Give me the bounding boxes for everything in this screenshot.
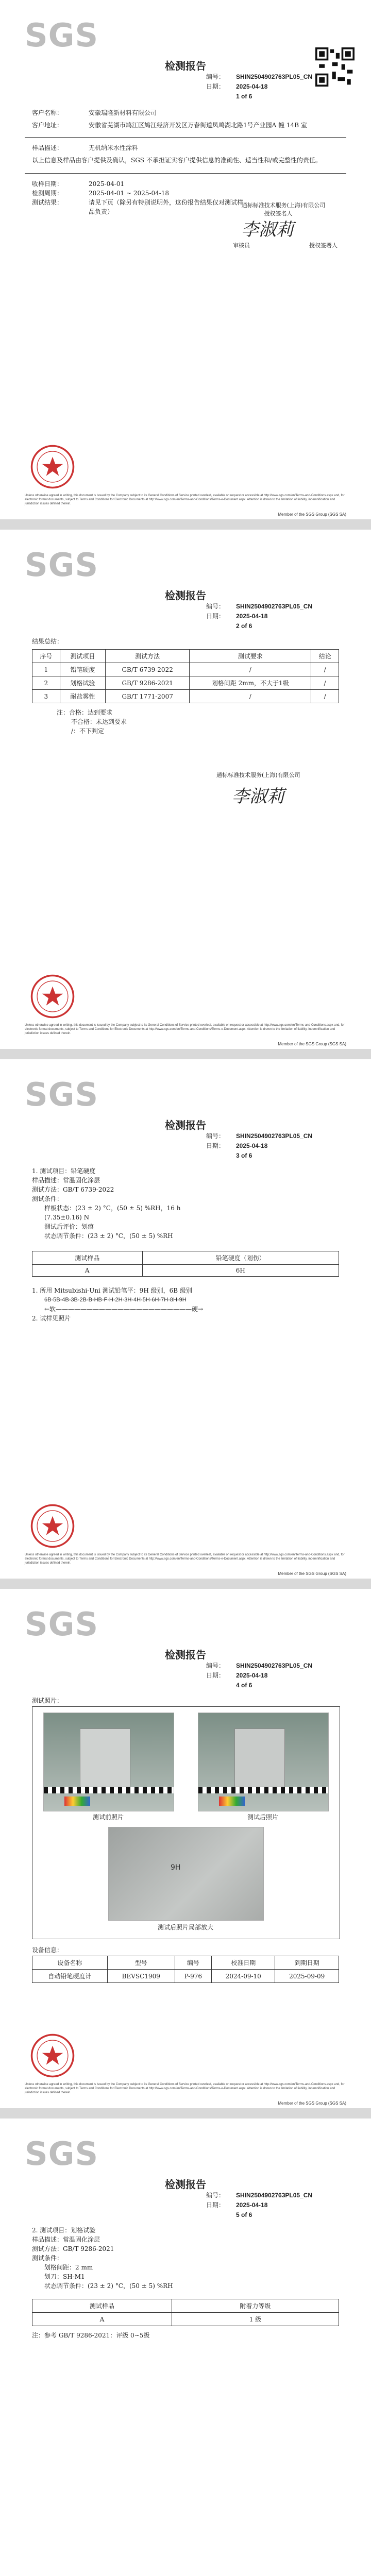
col-header: 型号 bbox=[107, 1956, 175, 1970]
note-none: /：不下判定 bbox=[71, 727, 105, 735]
footer-member: Member of the SGS Group (SGS SA) bbox=[278, 1571, 346, 1576]
cell: P-976 bbox=[175, 1970, 211, 1983]
col-header: 铅笔硬度（划伤） bbox=[142, 1251, 339, 1265]
cell: 划格间距 2mm，不大于1级 bbox=[190, 676, 311, 690]
cell: 2024-09-10 bbox=[211, 1970, 275, 1983]
footer-member: Member of the SGS Group (SGS SA) bbox=[278, 1042, 346, 1046]
cell: 1 bbox=[32, 663, 60, 676]
cnas-seal-icon bbox=[30, 444, 75, 489]
col-header: 测试样品 bbox=[32, 1251, 143, 1265]
table-header bbox=[32, 2299, 339, 2313]
number-label: 编号： bbox=[206, 1662, 225, 1669]
cell: 6H bbox=[142, 1265, 339, 1277]
condition-line: 样板状态：(23 ± 2) °C，(50 ± 5) %RH，16 h bbox=[44, 1205, 181, 1212]
cnas-seal-icon bbox=[30, 2033, 75, 2078]
cell: 3 bbox=[32, 690, 60, 703]
report-title: 检测报告 bbox=[165, 60, 206, 72]
date-label: 日期： bbox=[206, 613, 225, 620]
table-row bbox=[32, 1265, 339, 1277]
report-meta bbox=[206, 1661, 312, 1690]
report-date: 2025-04-18 bbox=[236, 2201, 268, 2209]
col-header: 编号 bbox=[175, 1956, 211, 1970]
report-date: 2025-04-18 bbox=[236, 1142, 268, 1149]
cell: GB/T 1771-2007 bbox=[106, 690, 190, 703]
footer-member: Member of the SGS Group (SGS SA) bbox=[278, 2101, 346, 2106]
report-date: 2025-04-18 bbox=[236, 83, 268, 90]
note-fail: 不合格：未达到要求 bbox=[71, 718, 127, 725]
report-page-3 bbox=[0, 1059, 371, 1579]
col-header: 测试项目 bbox=[60, 650, 105, 663]
equipment-table bbox=[32, 1956, 339, 1983]
report-number: SHIN2504902763PL05_CN bbox=[236, 603, 313, 610]
cell: 铅笔硬度 bbox=[60, 663, 105, 676]
sample-label: 样品描述： bbox=[32, 144, 63, 151]
equipment-label: 设备信息： bbox=[32, 1946, 63, 1954]
hardness-scale: 6B-5B-4B-3B-2B-B-HB-F-H-2H-3H-4H-5H-6H-7H-8H-9H bbox=[44, 1297, 187, 1303]
table-row bbox=[32, 663, 339, 676]
sample-info bbox=[32, 143, 357, 165]
report-page-5 bbox=[0, 2119, 371, 2576]
col-header: 到期日期 bbox=[275, 1956, 339, 1970]
client-address: 安徽省芜湖市鸠江区鸠江经济开发区万春街道凤鸣湖北路1号产业园A 幢 14B 室 bbox=[89, 122, 307, 129]
report-number: SHIN2504902763PL05_CN bbox=[236, 1662, 313, 1669]
sample-desc: 无机纳米水性涂料 bbox=[89, 144, 139, 151]
footer-member: Member of the SGS Group (SGS SA) bbox=[278, 512, 346, 517]
disclaimer-note: 以上信息及样品由客户提供及确认，SGS 不承担证实客户提供信息的准确性、适当性和/或完整性的责任。 bbox=[32, 157, 322, 164]
condition-line: 状态调节条件：(23 ± 2) °C，(50 ± 5) %RH bbox=[44, 1232, 173, 1240]
condition-line: 状态调节条件：(23 ± 2) °C，(50 ± 5) %RH bbox=[44, 2282, 173, 2290]
date-label: 日期： bbox=[206, 2201, 225, 2209]
sgs-logo: SGS bbox=[25, 1605, 99, 1643]
sgs-logo: SGS bbox=[25, 1076, 99, 1113]
photo-mark: 9H bbox=[171, 1863, 181, 1872]
report-number: SHIN2504902763PL05_CN bbox=[236, 73, 313, 80]
cell: GB/T 6739-2022 bbox=[106, 663, 190, 676]
col-header: 校准日期 bbox=[211, 1956, 275, 1970]
client-name: 安徽瑞隆新材料有限公司 bbox=[89, 109, 157, 116]
col-header: 测试方法 bbox=[106, 650, 190, 663]
report-meta bbox=[206, 72, 312, 101]
test-method: 测试方法：GB/T 6739-2022 bbox=[32, 1186, 114, 1193]
table-header bbox=[32, 1251, 339, 1265]
report-meta bbox=[206, 602, 312, 631]
footer-text: Unless otherwise agreed in writing, this document is issued by the Company subject to its General Conditions of Service printed overleaf, available on request or accessible at http://www.sgs.com/en/Terms-and-Conditions.aspx and, for electronic format documents, subject to Terms and Conditions for Electronic Documents at http://www.sgs.com/en/Terms-and-Conditions/Terms-e-Document.aspx. Attention is drawn to the limitation of liability, indemnification and jurisdiction issues defined therein. bbox=[25, 2083, 345, 2094]
crosscut-note: 注：参考 GB/T 9286-2021：评级 0~5级 bbox=[32, 2332, 150, 2339]
receive-date: 2025-04-01 bbox=[89, 180, 125, 188]
note: 1. 所用 Mitsubishi-Uni 测试铅笔平：9H 级别，6B 级别 bbox=[32, 1287, 192, 1294]
report-title: 检测报告 bbox=[165, 1649, 206, 1661]
closeup-photo bbox=[108, 1827, 264, 1921]
cell: / bbox=[311, 663, 339, 676]
cell: 自动铅笔硬度计 bbox=[32, 1970, 108, 1983]
client-info bbox=[32, 108, 357, 130]
col-header: 附着力等级 bbox=[172, 2299, 339, 2313]
note-pass: 注：合格：达到要求 bbox=[57, 709, 113, 716]
before-test-photo bbox=[43, 1713, 174, 1811]
receive-date-label: 收样日期： bbox=[32, 180, 63, 188]
sample-desc: 样品描述：常温固化涂层 bbox=[32, 1177, 100, 1184]
sgs-logo: SGS bbox=[25, 546, 99, 584]
number-label: 编号： bbox=[206, 2192, 225, 2199]
sign-company: 通标标准技术服务(上海)有限公司 bbox=[216, 772, 300, 778]
after-test-photo bbox=[198, 1713, 329, 1811]
signature: 李淑莉 bbox=[232, 786, 284, 807]
page-number: 3 of 6 bbox=[236, 1152, 252, 1159]
cell: BEVSC1909 bbox=[107, 1970, 175, 1983]
cell: A bbox=[32, 1265, 143, 1277]
cell: GB/T 9286-2021 bbox=[106, 676, 190, 690]
report-date: 2025-04-18 bbox=[236, 1672, 268, 1679]
page-number: 5 of 6 bbox=[236, 2211, 252, 2218]
cell: 划格试验 bbox=[60, 676, 105, 690]
number-label: 编号： bbox=[206, 73, 225, 80]
crosscut-result-table bbox=[32, 2299, 339, 2326]
test-period-label: 检测周期： bbox=[32, 190, 63, 197]
before-test-caption: 测试前照片 bbox=[92, 1814, 124, 1821]
signatory-label: 授权签署人 bbox=[309, 242, 338, 249]
date-label: 日期： bbox=[206, 1142, 225, 1149]
col-header: 设备名称 bbox=[32, 1956, 108, 1970]
col-header: 测试要求 bbox=[190, 650, 311, 663]
summary-title: 结果总结： bbox=[32, 638, 63, 645]
table-row bbox=[32, 676, 339, 690]
report-page-2 bbox=[0, 530, 371, 1049]
table-header bbox=[32, 650, 339, 663]
report-page-4 bbox=[0, 1589, 371, 2108]
test-item: 1. 测试项目：铅笔硬度 bbox=[32, 1167, 96, 1175]
cnas-seal-icon bbox=[30, 1503, 75, 1549]
client-name-label: 客户名称： bbox=[32, 109, 63, 116]
col-header: 序号 bbox=[32, 650, 60, 663]
reviewer-label: 审核员 bbox=[233, 242, 250, 249]
note: 2. 试样见照片 bbox=[32, 1315, 71, 1322]
footer-text: Unless otherwise agreed in writing, this document is issued by the Company subject to its General Conditions of Service printed overleaf, available on request or accessible at http://www.sgs.com/en/Terms-and-Conditions.aspx and, for electronic format documents, subject to Terms and Conditions for Electronic Documents at http://www.sgs.com/en/Terms-and-Conditions/Terms-e-Document.aspx. Attention is drawn to the limitation of liability, indemnification and jurisdiction issues defined therein. bbox=[25, 1553, 345, 1565]
date-label: 日期： bbox=[206, 83, 225, 90]
table-header bbox=[32, 1956, 339, 1970]
pencil-notes bbox=[32, 1286, 203, 1323]
report-date: 2025-04-18 bbox=[236, 613, 268, 620]
number-label: 编号： bbox=[206, 1132, 225, 1140]
pencil-result-table bbox=[32, 1251, 339, 1277]
cnas-seal-icon bbox=[30, 974, 75, 1019]
date-label: 日期： bbox=[206, 1672, 225, 1679]
cell: / bbox=[190, 663, 311, 676]
sample-desc: 样品描述：常温固化涂层 bbox=[32, 2236, 100, 2243]
pencil-test-info bbox=[32, 1166, 180, 1241]
condition-line: 测试后评价：划痕 bbox=[44, 1223, 94, 1230]
table-row bbox=[32, 690, 339, 703]
footer-text: Unless otherwise agreed in writing, this document is issued by the Company subject to its General Conditions of Service printed overleaf, available on request or accessible at http://www.sgs.com/en/Terms-and-Conditions.aspx and, for electronic format documents, subject to Terms and Conditions for Electronic Documents at http://www.sgs.com/en/Terms-and-Conditions/Terms-e-Document.aspx. Attention is drawn to the limitation of liability, indemnification and jurisdiction issues defined therein. bbox=[25, 494, 345, 505]
page-number: 1 of 6 bbox=[236, 93, 252, 100]
cell: A bbox=[32, 2313, 172, 2326]
page-number: 2 of 6 bbox=[236, 622, 252, 630]
client-address-label: 客户地址： bbox=[32, 122, 63, 129]
number-label: 编号： bbox=[206, 603, 225, 610]
test-conditions: 测试条件： bbox=[32, 1195, 63, 1202]
footer-text: Unless otherwise agreed in writing, this document is issued by the Company subject to its General Conditions of Service printed overleaf, available on request or accessible at http://www.sgs.com/en/Terms-and-Conditions.aspx and, for electronic format documents, subject to Terms and Conditions for Electronic Documents at http://www.sgs.com/en/Terms-and-Conditions/Terms-e-Document.aspx. Attention is drawn to the limitation of liability, indemnification and jurisdiction issues defined therein. bbox=[25, 1024, 345, 1035]
report-title: 检测报告 bbox=[165, 1119, 206, 1131]
cell: 2025-09-09 bbox=[275, 1970, 339, 1983]
report-meta bbox=[206, 1131, 312, 1161]
cell: / bbox=[190, 690, 311, 703]
test-conditions: 测试条件： bbox=[32, 2255, 63, 2262]
result-text: 请见下页（除另有特别说明外，这份报告结果仅对测试样品负责） bbox=[89, 199, 244, 215]
condition-line: (7.35±0.16) N bbox=[44, 1214, 90, 1221]
result-label: 测试结果： bbox=[32, 199, 63, 206]
closeup-caption: 测试后照片局部放大 bbox=[157, 1924, 213, 1931]
test-method: 测试方法：GB/T 9286-2021 bbox=[32, 2245, 114, 2252]
crosscut-test-info bbox=[32, 2226, 173, 2291]
cell: 2 bbox=[32, 676, 60, 690]
condition-line: 划刀：SH-M1 bbox=[44, 2273, 85, 2280]
report-number: SHIN2504902763PL05_CN bbox=[236, 1132, 313, 1140]
col-header: 测试样品 bbox=[32, 2299, 172, 2313]
col-header: 结论 bbox=[311, 650, 339, 663]
sign-company: 通标标准技术服务(上海)有限公司 bbox=[241, 202, 326, 209]
after-test-caption: 测试后照片 bbox=[247, 1814, 278, 1821]
sign-sub: 授权签名人 bbox=[264, 210, 293, 217]
report-title: 检测报告 bbox=[165, 589, 206, 602]
sgs-logo: SGS bbox=[25, 2135, 99, 2173]
cell: 1 级 bbox=[172, 2313, 339, 2326]
signature: 李淑莉 bbox=[241, 219, 294, 240]
report-title: 检测报告 bbox=[165, 2178, 206, 2191]
sgs-logo: SGS bbox=[25, 16, 99, 54]
photo-label: 测试照片： bbox=[32, 1697, 63, 1704]
test-item: 2. 测试项目：划格试验 bbox=[32, 2227, 96, 2234]
page-number: 4 of 6 bbox=[236, 1682, 252, 1689]
cell: 耐盐雾性 bbox=[60, 690, 105, 703]
cell: / bbox=[311, 690, 339, 703]
table-row bbox=[32, 1970, 339, 1983]
hardness-arrow: ←软——————————————————————硬→ bbox=[44, 1306, 204, 1313]
report-number: SHIN2504902763PL05_CN bbox=[236, 2192, 313, 2199]
condition-line: 划格间距：2 mm bbox=[44, 2264, 93, 2271]
summary-notes bbox=[57, 708, 127, 736]
report-meta bbox=[206, 2191, 312, 2220]
summary-table bbox=[32, 649, 339, 703]
table-row bbox=[32, 2313, 339, 2326]
report-page-1 bbox=[0, 0, 371, 519]
cell: / bbox=[311, 676, 339, 690]
test-period: 2025-04-01 ~ 2025-04-18 bbox=[89, 190, 170, 197]
